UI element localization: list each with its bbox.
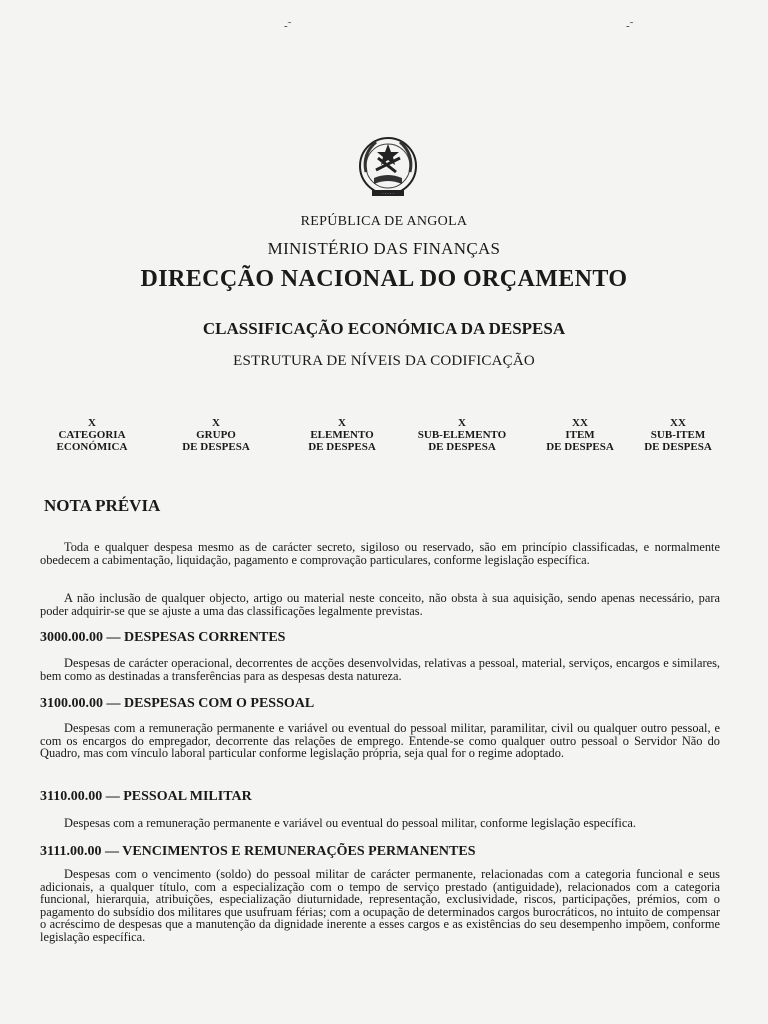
level-sub-item-despesa — [618, 417, 738, 453]
level-elemento-despesa — [282, 417, 402, 453]
level-label: DE DESPESA — [428, 441, 496, 453]
level-code: XX — [670, 417, 686, 429]
level-label: GRUPO — [196, 429, 236, 441]
classificacao-title: CLASSIFICAÇÃO ECONÓMICA DA DESPESA — [202, 319, 566, 338]
nota-paragraph — [40, 592, 720, 617]
level-code: X — [212, 417, 220, 429]
level-label: ECONÓMICA — [56, 441, 128, 453]
level-sub-elemento-despesa — [402, 417, 522, 453]
level-label: SUB-ITEM — [650, 429, 706, 441]
level-label: DE DESPESA — [546, 441, 614, 453]
level-categoria-economica — [32, 417, 152, 453]
level-label: CATEGORIA — [58, 429, 126, 441]
estrutura-subtitle: ESTRUTURA DE NÍVEIS DA CODIFICAÇÃO — [233, 353, 535, 369]
level-label: ITEM — [565, 429, 595, 441]
level-label: DE DESPESA — [308, 441, 376, 453]
level-label: DE DESPESA — [644, 441, 712, 453]
republica-title: REPÚBLICA DE ANGOLA — [300, 214, 468, 229]
level-label: ELEMENTO — [310, 429, 374, 441]
section-heading: 3110.00.00 — PESSOAL MILITAR — [40, 789, 252, 804]
section-heading: 3111.00.00 — VENCIMENTOS E REMUNERAÇÕES PERMANENTES — [40, 844, 476, 859]
level-code: XX — [572, 417, 588, 429]
angola-coat-of-arms-icon — [352, 132, 424, 204]
nota-previa-heading: NOTA PRÉVIA — [44, 496, 161, 515]
level-grupo-despesa — [156, 417, 276, 453]
section-paragraph — [40, 817, 720, 830]
section-paragraph-text: Despesas com a remuneração permanente e variável ou eventual do pessoal militar, conforme legislação específica. — [64, 816, 636, 830]
direccao-title: DIRECÇÃO NACIONAL DO ORÇAMENTO — [140, 266, 628, 292]
section-paragraph-text: Despesas de carácter operacional, decorrentes de acções desenvolvidas, relativas a pessoal, material, serviços, encargos e similares, bem como as destinadas a transferências para as despesas desta natureza. — [40, 656, 720, 683]
section-paragraph-text: Despesas com a remuneração permanente e variável ou eventual do pessoal militar, paramilitar, civil ou qualquer outro pessoal, e com os encargos do empregador, decorrente das relações de emprego. Entende-se como qualquer outro pessoal o Servidor Não do Quadro, mas com vínculo laboral particular conforme legislação própria, seja qual for o regime adoptado. — [40, 721, 720, 761]
nota-paragraph-text: A não inclusão de qualquer objecto, artigo ou material neste conceito, não obsta à sua aquisição, sendo apenas necessário, para poder adquirir-se que se ajuste a uma das classificações legalmente previstas. — [40, 591, 720, 618]
scan-speck: -˜ — [626, 20, 634, 32]
level-code: X — [338, 417, 346, 429]
section-paragraph-text: Despesas com o vencimento (soldo) do pessoal militar de carácter permanente, relacionadas com a categoria funcional e seus adicionais, a qualquer título, com a especialização com o tempo de serviço prestado (antiguidade), relacionados com a categoria funcional, hierarquia, atribuições, especialização diuturnidade, representação, exclusividade, riscos, participações, prémios, com o pagamento do subsídio dos militares que usufruam férias; com a ocupação de determinados cargos burocráticos, no intuito de compensar o acréscimo de despesas que a manutenção da dignidade inerente a esses cargos e as existências do seu desempenho impõem, conforme legislação específica. — [40, 867, 720, 944]
ministerio-title: MINISTÉRIO DAS FINANÇAS — [267, 239, 501, 258]
section-heading: 3100.00.00 — DESPESAS COM O PESSOAL — [40, 696, 315, 711]
section-heading: 3000.00.00 — DESPESAS CORRENTES — [40, 630, 286, 645]
level-label: DE DESPESA — [182, 441, 250, 453]
nota-paragraph — [40, 541, 720, 566]
level-label: SUB-ELEMENTO — [417, 429, 507, 441]
scan-speck: -˜ — [284, 20, 292, 32]
level-code: X — [458, 417, 466, 429]
svg-text:· · · · ·: · · · · · — [382, 191, 394, 196]
section-paragraph — [40, 657, 720, 682]
nota-paragraph-text: Toda e qualquer despesa mesmo as de carácter secreto, sigiloso ou reservado, são em princípio classificadas, e normalmente obedecem a cabimentação, liquidação, pagamento e comprovação particulares, conforme legislação específica. — [40, 540, 720, 567]
section-paragraph — [40, 722, 720, 760]
section-paragraph — [40, 868, 720, 944]
level-code: X — [88, 417, 96, 429]
